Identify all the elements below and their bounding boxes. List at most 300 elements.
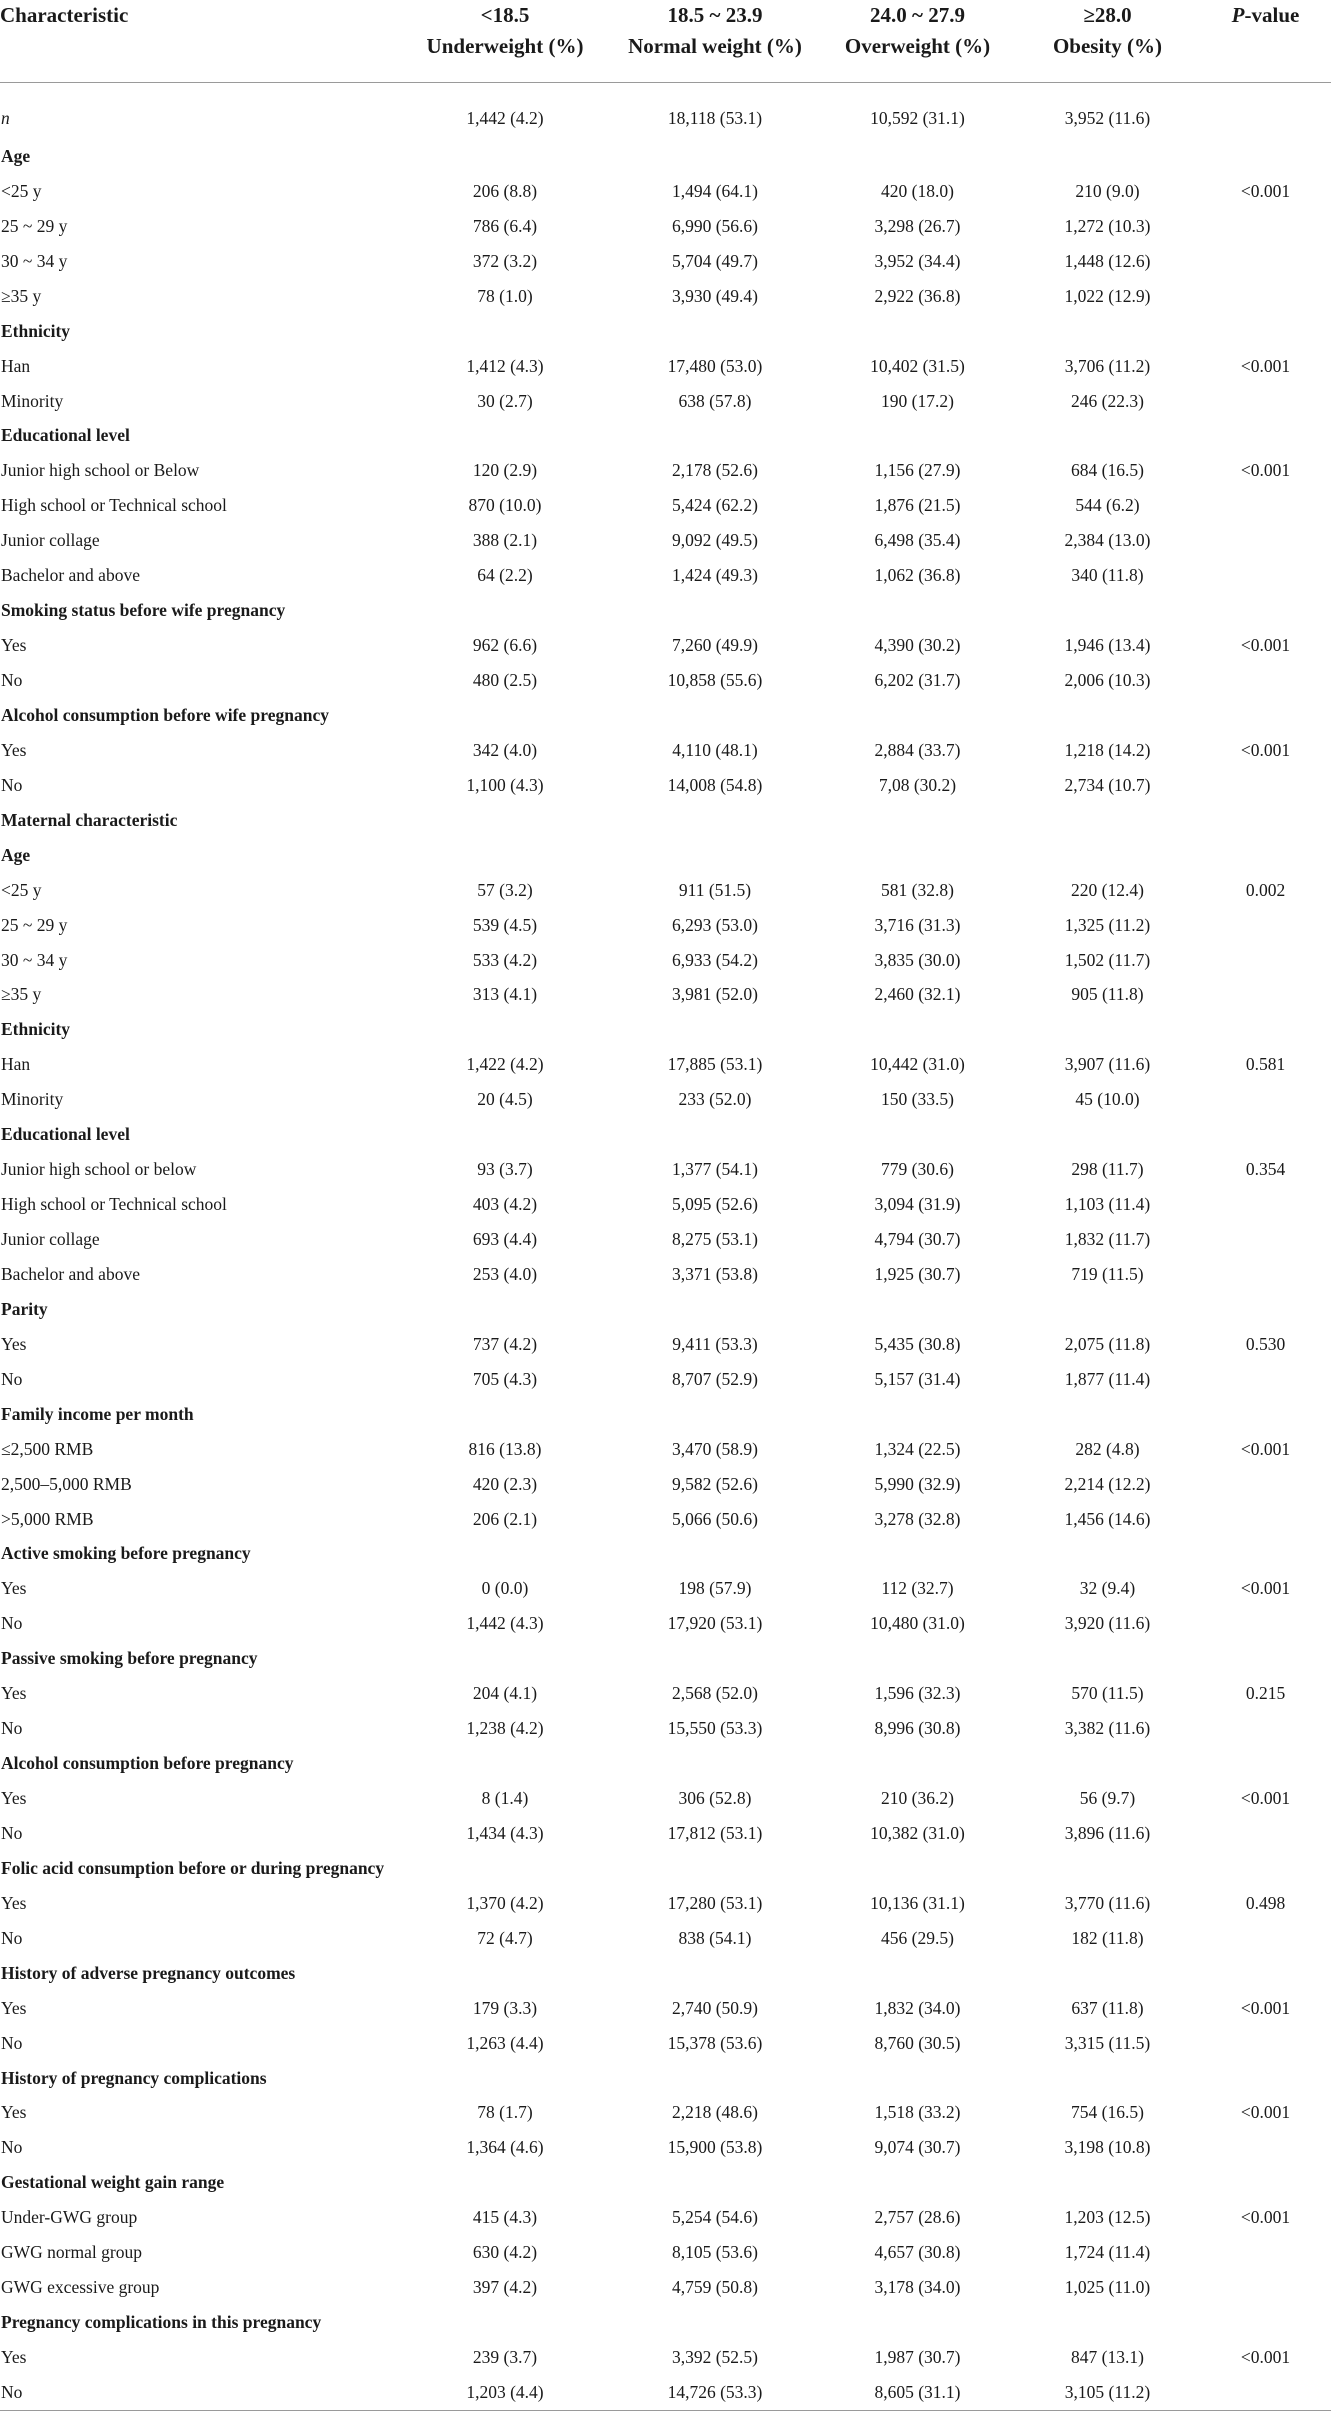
section-header-row xyxy=(0,139,1331,174)
underweight-cell: 1,238 (4.2) xyxy=(466,1718,544,1739)
overweight-cell: 2,922 (36.8) xyxy=(874,285,961,306)
table-row xyxy=(0,873,1331,908)
row-label: >5,000 RMB xyxy=(1,1508,94,1529)
overweight-cell: 3,952 (34.4) xyxy=(874,250,961,271)
header-label: Obesity (%) xyxy=(1052,34,1163,58)
normal-weight-cell: 15,550 (53.3) xyxy=(667,1718,763,1739)
normal-weight-cell: 2,218 (48.6) xyxy=(671,2102,759,2123)
obesity-cell: 56 (9.7) xyxy=(1079,1788,1136,1809)
row-label: Junior high school or Below xyxy=(1,460,200,481)
underweight-cell: 962 (6.6) xyxy=(472,635,538,656)
normal-weight-cell: 5,704 (49.7) xyxy=(671,250,759,271)
p-value-cell xyxy=(1200,1082,1331,1117)
underweight-cell: 786 (6.4) xyxy=(472,215,538,236)
obesity-cell: 3,315 (11.5) xyxy=(1064,2032,1151,2053)
underweight-cell: 239 (3.7) xyxy=(472,2347,538,2368)
table-row xyxy=(0,1781,1331,1816)
normal-weight-cell: 8,707 (52.9) xyxy=(671,1368,759,1389)
table-row xyxy=(0,908,1331,943)
underweight-cell: 206 (8.8) xyxy=(472,180,538,201)
p-value-cell: <0.001 xyxy=(1240,2102,1291,2123)
underweight-cell: 737 (4.2) xyxy=(472,1333,538,1354)
overweight-cell: 581 (32.8) xyxy=(881,879,954,900)
underweight-cell: 8 (1.4) xyxy=(481,1788,529,1809)
normal-weight-cell: 15,900 (53.8) xyxy=(667,2137,763,2158)
header-label: Normal weight (%) xyxy=(628,34,802,58)
underweight-cell: 630 (4.2) xyxy=(472,2242,538,2263)
row-label: Junior high school or below xyxy=(1,1159,197,1180)
row-label: Yes xyxy=(1,1788,27,1809)
row-label: 25 ~ 29 y xyxy=(1,914,68,935)
p-value-cell xyxy=(1200,1257,1331,1292)
overweight-cell: 4,390 (30.2) xyxy=(874,635,961,656)
section-header-row xyxy=(0,1537,1331,1572)
obesity-cell: 637 (11.8) xyxy=(1071,1997,1144,2018)
underweight-cell: 420 (2.3) xyxy=(472,1473,538,1494)
obesity-cell: 3,382 (11.6) xyxy=(1064,1718,1151,1739)
normal-weight-cell: 3,930 (49.4) xyxy=(671,285,759,306)
row-label: <25 y xyxy=(1,180,42,201)
overweight-cell: 7,08 (30.2) xyxy=(878,774,957,795)
row-label: Yes xyxy=(1,1683,27,1704)
overweight-cell: 10,136 (31.1) xyxy=(870,1892,965,1913)
underweight-cell: 206 (2.1) xyxy=(472,1508,538,1529)
normal-weight-cell: 3,981 (52.0) xyxy=(671,984,759,1005)
underweight-cell: 57 (3.2) xyxy=(477,879,533,900)
row-label: Bachelor and above xyxy=(1,1263,140,1284)
underweight-cell: 1,442 (4.3) xyxy=(466,1613,544,1634)
normal-weight-cell: 2,178 (52.6) xyxy=(671,460,759,481)
row-label: Yes xyxy=(1,1333,27,1354)
underweight-cell: 342 (4.0) xyxy=(472,739,538,760)
obesity-cell: 340 (11.8) xyxy=(1071,565,1144,586)
obesity-cell: 282 (4.8) xyxy=(1075,1438,1140,1459)
underweight-cell: 1,263 (4.4) xyxy=(466,2032,544,2053)
obesity-cell: 2,384 (13.0) xyxy=(1064,530,1151,551)
overweight-cell: 9,074 (30.7) xyxy=(874,2137,961,2158)
row-label: No xyxy=(1,1718,23,1739)
section-label: Gestational weight gain range xyxy=(1,2172,225,2193)
obesity-cell: 570 (11.5) xyxy=(1071,1683,1144,1704)
overweight-cell: 10,442 (31.0) xyxy=(870,1054,965,1075)
underweight-cell: 313 (4.1) xyxy=(472,984,538,1005)
overweight-cell: 3,716 (31.3) xyxy=(874,914,961,935)
obesity-cell: 182 (11.8) xyxy=(1071,1927,1144,1948)
p-value-cell: 0.530 xyxy=(1245,1333,1286,1354)
row-label: Under-GWG group xyxy=(1,2207,138,2228)
obesity-cell: 1,025 (11.0) xyxy=(1064,2277,1151,2298)
table-row xyxy=(0,1222,1331,1257)
table-body xyxy=(0,83,1331,2411)
row-label: No xyxy=(1,1822,23,1843)
row-label: Minority xyxy=(1,390,64,411)
underweight-cell: 30 (2.7) xyxy=(477,390,533,411)
row-label: Yes xyxy=(1,2102,27,2123)
table-row xyxy=(0,2235,1331,2270)
obesity-cell: 1,203 (12.5) xyxy=(1064,2207,1151,2228)
overweight-cell: 5,435 (30.8) xyxy=(874,1333,961,1354)
obesity-cell: 847 (13.1) xyxy=(1071,2347,1144,2368)
overweight-cell: 779 (30.6) xyxy=(881,1159,954,1180)
p-value-cell xyxy=(1200,1816,1331,1851)
row-label: 30 ~ 34 y xyxy=(1,949,68,970)
row-label: ≤2,500 RMB xyxy=(1,1438,94,1459)
section-label: Maternal characteristic xyxy=(1,809,178,830)
table-row xyxy=(0,943,1331,978)
table-row xyxy=(0,978,1331,1013)
table-row xyxy=(0,1571,1331,1606)
row-label: Yes xyxy=(1,1578,27,1599)
normal-weight-cell: 2,740 (50.9) xyxy=(671,1997,759,2018)
normal-weight-cell: 4,759 (50.8) xyxy=(671,2277,759,2298)
row-label: 2,500–5,000 RMB xyxy=(1,1473,132,1494)
overweight-cell: 8,996 (30.8) xyxy=(874,1718,961,1739)
overweight-cell: 3,278 (32.8) xyxy=(874,1508,961,1529)
table-row xyxy=(0,384,1331,419)
table-row xyxy=(0,488,1331,523)
overweight-cell: 2,884 (33.7) xyxy=(874,739,961,760)
normal-weight-cell: 18,118 (53.1) xyxy=(667,107,763,128)
row-label: Yes xyxy=(1,739,27,760)
underweight-cell: 1,100 (4.3) xyxy=(466,774,544,795)
normal-weight-cell: 3,470 (58.9) xyxy=(671,1438,759,1459)
overweight-cell: 2,757 (28.6) xyxy=(874,2207,961,2228)
table-row xyxy=(0,244,1331,279)
p-value-cell xyxy=(1200,83,1331,140)
normal-weight-cell: 14,726 (53.3) xyxy=(610,2375,820,2410)
table-row xyxy=(0,1362,1331,1397)
table-row xyxy=(0,453,1331,488)
overweight-cell: 8,760 (30.5) xyxy=(874,2032,961,2053)
obesity-cell: 1,877 (11.4) xyxy=(1064,1368,1151,1389)
table-row xyxy=(0,1187,1331,1222)
underweight-cell: 179 (3.3) xyxy=(472,1997,538,2018)
p-value-cell xyxy=(1200,1362,1331,1397)
p-value-cell xyxy=(1200,2026,1331,2061)
table-row xyxy=(0,1432,1331,1467)
overweight-cell: 456 (29.5) xyxy=(881,1927,954,1948)
overweight-cell: 1,832 (34.0) xyxy=(874,1997,961,2018)
table-row xyxy=(0,1886,1331,1921)
obesity-cell: 684 (16.5) xyxy=(1071,460,1144,481)
normal-weight-cell: 8,275 (53.1) xyxy=(671,1229,759,1250)
section-label: Educational level xyxy=(1,1124,130,1145)
underweight-cell: 397 (4.2) xyxy=(472,2277,538,2298)
obesity-cell: 1,103 (11.4) xyxy=(1064,1194,1151,1215)
section-header-row xyxy=(0,1641,1331,1676)
overweight-cell: 10,382 (31.0) xyxy=(870,1822,965,1843)
section-header-row xyxy=(0,1117,1331,1152)
p-value-cell xyxy=(1200,1606,1331,1641)
section-header-row xyxy=(0,1956,1331,1991)
p-value-cell xyxy=(1200,488,1331,523)
p-value-cell: 0.581 xyxy=(1245,1054,1286,1075)
header-row xyxy=(0,0,1331,83)
overweight-cell: 1,876 (21.5) xyxy=(874,495,961,516)
table-row xyxy=(0,174,1331,209)
table-row xyxy=(0,1327,1331,1362)
normal-weight-cell: 17,480 (53.0) xyxy=(667,355,763,376)
section-header-row xyxy=(0,1851,1331,1886)
row-label: Bachelor and above xyxy=(1,565,140,586)
normal-weight-cell: 5,095 (52.6) xyxy=(671,1194,759,1215)
section-header-row xyxy=(0,2305,1331,2340)
normal-weight-cell: 838 (54.1) xyxy=(678,1927,752,1948)
overweight-cell: 1,596 (32.3) xyxy=(874,1683,961,1704)
p-value-cell xyxy=(1200,384,1331,419)
normal-weight-cell: 3,392 (52.5) xyxy=(671,2347,759,2368)
underweight-cell: 1,412 (4.3) xyxy=(466,355,544,376)
section-header-row xyxy=(0,2061,1331,2096)
section-label: Age xyxy=(1,844,31,865)
row-label: 25 ~ 29 y xyxy=(1,215,68,236)
p-value-cell xyxy=(1200,663,1331,698)
obesity-cell: 1,946 (13.4) xyxy=(1064,635,1151,656)
p-value-cell: 0.354 xyxy=(1245,1159,1286,1180)
normal-weight-cell: 5,254 (54.6) xyxy=(671,2207,759,2228)
underweight-cell: 0 (0.0) xyxy=(481,1578,529,1599)
header-characteristic: Characteristic xyxy=(0,0,400,83)
section-label: History of pregnancy complications xyxy=(1,2067,267,2088)
table-row xyxy=(0,768,1331,803)
table-header xyxy=(0,0,1331,83)
section-header-row xyxy=(0,2165,1331,2200)
overweight-cell: 3,178 (34.0) xyxy=(874,2277,961,2298)
p-value-cell xyxy=(1200,943,1331,978)
table-row xyxy=(0,1711,1331,1746)
p-value-cell: <0.001 xyxy=(1240,2347,1291,2368)
table-row xyxy=(0,1502,1331,1537)
normal-weight-cell: 3,371 (53.8) xyxy=(671,1263,759,1284)
row-label: 30 ~ 34 y xyxy=(1,250,68,271)
underweight-cell: 78 (1.7) xyxy=(477,2102,533,2123)
normal-weight-cell: 8,105 (53.6) xyxy=(671,2242,759,2263)
underweight-cell: 93 (3.7) xyxy=(477,1159,533,1180)
table-row xyxy=(0,349,1331,384)
obesity-cell: 2,214 (12.2) xyxy=(1064,1473,1151,1494)
overweight-cell: 10,480 (31.0) xyxy=(870,1613,965,1634)
p-value-cell xyxy=(1200,523,1331,558)
overweight-cell: 1,518 (33.2) xyxy=(874,2102,961,2123)
normal-weight-cell: 233 (52.0) xyxy=(678,1089,752,1110)
obesity-cell: 220 (12.4) xyxy=(1071,879,1144,900)
section-label: Ethnicity xyxy=(1,320,71,341)
underweight-cell: 72 (4.7) xyxy=(477,1927,533,1948)
underweight-cell: 1,434 (4.3) xyxy=(466,1822,544,1843)
row-label: GWG excessive group xyxy=(1,2277,160,2298)
normal-weight-cell: 10,858 (55.6) xyxy=(667,670,763,691)
overweight-cell: 2,460 (32.1) xyxy=(874,984,961,1005)
overweight-cell: 6,202 (31.7) xyxy=(874,670,961,691)
overweight-cell: 10,402 (31.5) xyxy=(870,355,965,376)
row-label: Yes xyxy=(1,2347,27,2368)
normal-weight-cell: 5,066 (50.6) xyxy=(671,1508,759,1529)
p-value-cell: <0.001 xyxy=(1240,739,1291,760)
obesity-cell: 45 (10.0) xyxy=(1075,1089,1140,1110)
row-label: Yes xyxy=(1,635,27,656)
overweight-cell: 1,987 (30.7) xyxy=(874,2347,961,2368)
p-value-cell xyxy=(1200,558,1331,593)
row-label: ≥35 y xyxy=(1,984,42,1005)
overweight-cell: 5,990 (32.9) xyxy=(874,1473,961,1494)
section-label: Alcohol consumption before pregnancy xyxy=(1,1753,294,1774)
obesity-cell: 3,952 (11.6) xyxy=(1064,107,1151,128)
table-row xyxy=(0,2375,1331,2410)
obesity-cell: 2,075 (11.8) xyxy=(1064,1333,1151,1354)
p-value-cell xyxy=(1200,2270,1331,2305)
underweight-cell: 78 (1.0) xyxy=(477,285,533,306)
row-label: Junior collage xyxy=(1,1229,100,1250)
p-value-cell xyxy=(1200,1921,1331,1956)
section-header-row xyxy=(0,314,1331,349)
row-label: Minority xyxy=(1,1089,64,1110)
obesity-cell: 3,198 (10.8) xyxy=(1064,2137,1151,2158)
p-value-cell: <0.001 xyxy=(1240,460,1291,481)
p-value-cell xyxy=(1200,209,1331,244)
normal-weight-cell: 1,377 (54.1) xyxy=(671,1159,759,1180)
overweight-cell: 190 (17.2) xyxy=(881,390,954,411)
underweight-cell: 1,364 (4.6) xyxy=(466,2137,544,2158)
row-label: GWG normal group xyxy=(1,2242,142,2263)
p-value-cell: <0.001 xyxy=(1240,355,1291,376)
underweight-cell: 539 (4.5) xyxy=(472,914,538,935)
row-label: Junior collage xyxy=(1,530,100,551)
underweight-cell: 693 (4.4) xyxy=(472,1229,538,1250)
overweight-cell: 150 (33.5) xyxy=(881,1089,954,1110)
header-p-prefix: P xyxy=(1231,3,1245,27)
table-row xyxy=(0,1816,1331,1851)
obesity-cell: 298 (11.7) xyxy=(1071,1159,1144,1180)
obesity-cell: 246 (22.3) xyxy=(1071,390,1144,411)
table-row xyxy=(0,2096,1331,2131)
section-header-row xyxy=(0,1746,1331,1781)
underweight-cell: 403 (4.2) xyxy=(472,1194,538,1215)
obesity-cell: 1,022 (12.9) xyxy=(1064,285,1151,306)
obesity-cell: 210 (9.0) xyxy=(1075,180,1140,201)
overweight-cell: 1,062 (36.8) xyxy=(874,565,961,586)
section-header-row xyxy=(0,698,1331,733)
p-value-cell xyxy=(1200,279,1331,314)
obesity-cell: 3,770 (11.6) xyxy=(1064,1892,1151,1913)
table-row xyxy=(0,1047,1331,1082)
section-label: Passive smoking before pregnancy xyxy=(1,1648,258,1669)
table-row xyxy=(0,523,1331,558)
underweight-cell: 1,370 (4.2) xyxy=(466,1892,544,1913)
normal-weight-cell: 2,568 (52.0) xyxy=(671,1683,759,1704)
row-label: No xyxy=(1,1613,23,1634)
normal-weight-cell: 5,424 (62.2) xyxy=(671,495,759,516)
section-label: Alcohol consumption before wife pregnancy xyxy=(1,704,329,725)
underweight-cell: 20 (4.5) xyxy=(477,1089,533,1110)
table-row xyxy=(0,1921,1331,1956)
header-obesity xyxy=(1015,0,1200,83)
underweight-cell: 253 (4.0) xyxy=(472,1263,538,1284)
section-header-row xyxy=(0,1012,1331,1047)
p-value-cell: <0.001 xyxy=(1240,635,1291,656)
row-label: Han xyxy=(1,355,31,376)
overweight-cell: 4,794 (30.7) xyxy=(874,1229,961,1250)
p-value-cell: <0.001 xyxy=(1240,1438,1291,1459)
overweight-cell: 4,657 (30.8) xyxy=(874,2242,961,2263)
p-value-cell xyxy=(1200,908,1331,943)
p-value-cell xyxy=(1200,1222,1331,1257)
header-label: Underweight (%) xyxy=(426,34,584,58)
normal-weight-cell: 911 (51.5) xyxy=(678,879,752,900)
table-row xyxy=(0,1257,1331,1292)
obesity-cell: 3,920 (11.6) xyxy=(1064,1613,1151,1634)
obesity-cell: 3,105 (11.2) xyxy=(1015,2375,1200,2410)
row-label: <25 y xyxy=(1,879,42,900)
p-value-cell xyxy=(1200,1187,1331,1222)
table-row xyxy=(0,558,1331,593)
obesity-cell: 754 (16.5) xyxy=(1071,2102,1144,2123)
normal-weight-cell: 7,260 (49.9) xyxy=(671,635,759,656)
underweight-cell: 1,203 (4.4) xyxy=(400,2375,610,2410)
table-row xyxy=(0,83,1331,140)
overweight-cell: 8,605 (31.1) xyxy=(820,2375,1015,2410)
underweight-cell: 533 (4.2) xyxy=(472,949,538,970)
normal-weight-cell: 306 (52.8) xyxy=(678,1788,752,1809)
section-label: Active smoking before pregnancy xyxy=(1,1543,251,1564)
obesity-cell: 1,448 (12.6) xyxy=(1064,250,1151,271)
obesity-cell: 3,907 (11.6) xyxy=(1064,1054,1151,1075)
table-row xyxy=(0,2270,1331,2305)
header-p-suffix: -value xyxy=(1244,3,1300,27)
underweight-cell: 415 (4.3) xyxy=(472,2207,538,2228)
underweight-cell: 388 (2.1) xyxy=(472,530,538,551)
underweight-cell: 372 (3.2) xyxy=(472,250,538,271)
header-overweight xyxy=(820,0,1015,83)
section-label: Educational level xyxy=(1,425,130,446)
overweight-cell: 3,835 (30.0) xyxy=(874,949,961,970)
section-label: Parity xyxy=(1,1298,48,1319)
underweight-cell: 1,422 (4.2) xyxy=(466,1054,544,1075)
table-row xyxy=(0,279,1331,314)
row-label: No xyxy=(1,1927,23,1948)
obesity-cell: 1,724 (11.4) xyxy=(1064,2242,1151,2263)
table-row xyxy=(0,663,1331,698)
underweight-cell: 870 (10.0) xyxy=(468,495,542,516)
normal-weight-cell: 638 (57.8) xyxy=(678,390,752,411)
overweight-cell: 5,157 (31.4) xyxy=(874,1368,961,1389)
p-value-cell xyxy=(1200,2375,1331,2410)
normal-weight-cell: 17,280 (53.1) xyxy=(667,1892,763,1913)
row-label: No xyxy=(0,2375,400,2410)
section-header-row xyxy=(0,419,1331,454)
obesity-cell: 544 (6.2) xyxy=(1075,495,1140,516)
obesity-cell: 2,006 (10.3) xyxy=(1064,670,1151,691)
table-row xyxy=(0,1606,1331,1641)
row-label: No xyxy=(1,2137,23,2158)
overweight-cell: 1,324 (22.5) xyxy=(874,1438,961,1459)
row-label: High school or Technical school xyxy=(1,1194,227,1215)
normal-weight-cell: 17,812 (53.1) xyxy=(667,1822,763,1843)
table-row xyxy=(0,2130,1331,2165)
row-label: No xyxy=(1,774,23,795)
obesity-cell: 905 (11.8) xyxy=(1071,984,1144,1005)
section-label: Smoking status before wife pregnancy xyxy=(1,600,286,621)
normal-weight-cell: 15,378 (53.6) xyxy=(667,2032,763,2053)
table-row xyxy=(0,733,1331,768)
obesity-cell: 2,734 (10.7) xyxy=(1064,774,1151,795)
row-label: No xyxy=(1,670,23,691)
header-range: ≥28.0 xyxy=(1083,3,1132,27)
obesity-cell: 32 (9.4) xyxy=(1079,1578,1136,1599)
row-label: Han xyxy=(1,1054,31,1075)
row-label: n xyxy=(1,107,10,128)
normal-weight-cell: 9,411 (53.3) xyxy=(672,1333,758,1354)
header-range: 24.0 ~ 27.9 xyxy=(870,3,965,27)
